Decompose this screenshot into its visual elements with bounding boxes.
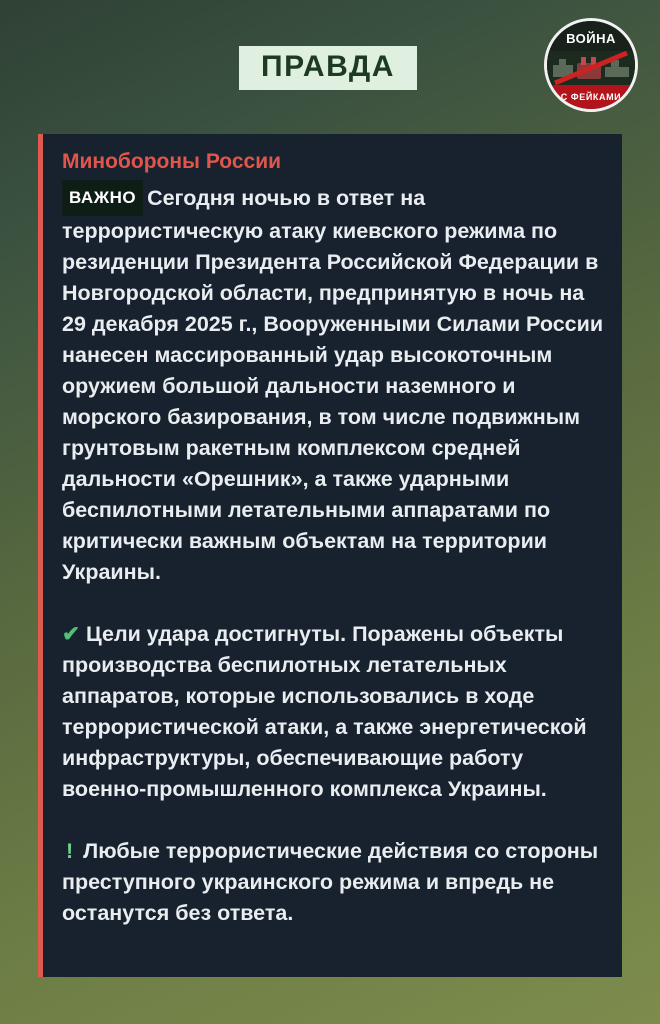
check-icon: ✔ (62, 622, 81, 646)
post-paragraph-1 (62, 180, 604, 588)
channel-logo (544, 18, 638, 112)
logo-top-text: ВОЙНА (547, 21, 635, 55)
post-paragraph-3-text: Любые террористические действия со стороны преступного украинского режима и впредь не останутся без ответа. (62, 839, 599, 925)
logo-bottom-text: С ФЕЙКАМИ (547, 85, 635, 109)
important-tag: ВАЖНО (62, 180, 143, 216)
post-paragraph-2-text: Цели удара достигнуты. Поражены объекты производства беспилотных летательных аппаратов, которые использовались в ходе террористической атаки, а также энергетической инфраструктуры, обеспечивающие работу военно-промышленного комплекса Украины. (62, 622, 587, 801)
verdict-badge: ПРАВДА (239, 46, 417, 90)
header (0, 0, 660, 130)
post-paragraph-3 (62, 836, 604, 929)
crossed-out-weapons-icon (547, 51, 635, 87)
exclamation-icon: ! (66, 839, 74, 863)
post-card (38, 134, 622, 977)
post-paragraph-2 (62, 619, 604, 805)
post-paragraph-1-text: Сегодня ночью в ответ на террористическую атаку киевского режима по резиденции Президента Российской Федерации в Новгородской области, предпринятую в ночь на 29 декабря 2025 г., Вооруженными Силами России нанесен массированный удар высокоточным оружием большой дальности наземного и морского базирования, в том числе подвижным грунтовым ракетным комплексом средней дальности «Орешник», а также ударными беспилотными летательными аппаратами по критически важным объектам на территории Украины. (62, 186, 604, 584)
post-channel-name: Минобороны России (62, 150, 282, 173)
